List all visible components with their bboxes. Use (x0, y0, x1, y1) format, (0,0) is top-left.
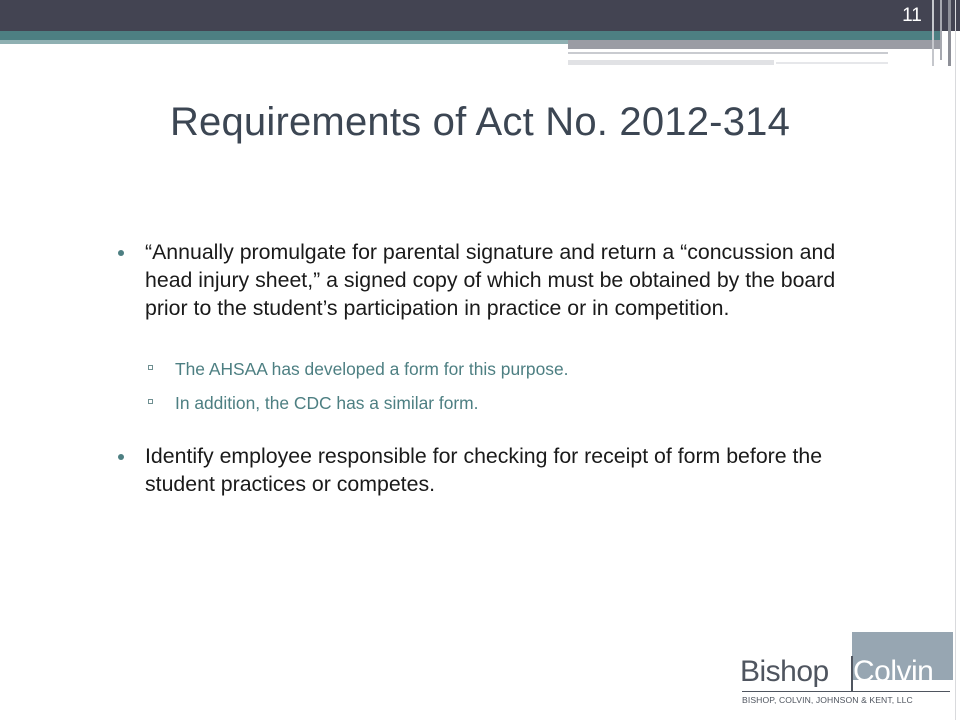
bullet-dot-icon (118, 250, 124, 256)
sub-bullet-square-icon (148, 399, 153, 404)
page-number: 11 (902, 5, 922, 26)
bullet-text: Identify employee responsible for checking for receipt of form before the student practices or competes. (145, 444, 823, 496)
header-bar-teal-light (0, 40, 568, 44)
bullet-text: “Annually promulgate for parental signature and return a “concussion and head injury sheet,” a signed copy of which must be obtained by the board prior to the student’s participation in practice or in competition. (145, 240, 836, 320)
slide-title: Requirements of Act No. 2012-314 (169, 100, 791, 144)
vertical-line (948, 0, 951, 66)
sub-bullet-text: The AHSAA has developed a form for this purpose. (175, 359, 569, 379)
sub-bullet-list (116, 358, 856, 414)
logo-word-colvin: Colvin (853, 655, 934, 688)
logo-firm-name: BISHOP, COLVIN, JOHNSON & KENT, LLC (742, 695, 913, 705)
header-bar-teal (0, 31, 940, 40)
header-line (776, 62, 888, 64)
bullet-item (116, 442, 856, 498)
bullet-item (116, 238, 856, 322)
header-bar-gray (568, 40, 940, 49)
bullet-dot-icon (118, 454, 124, 460)
firm-logo (740, 654, 955, 710)
vertical-line (932, 0, 934, 66)
sub-bullet-text: In addition, the CDC has a similar form. (175, 393, 479, 413)
logo-rule (742, 691, 950, 692)
vertical-line (940, 0, 942, 60)
sub-bullet-square-icon (148, 365, 153, 370)
sub-bullet-item (148, 392, 856, 414)
header-line (568, 60, 774, 65)
logo-word-bishop: Bishop (740, 655, 829, 688)
slide-content (116, 238, 856, 498)
header-bar-dark (0, 0, 960, 31)
header-line (568, 52, 888, 54)
sub-bullet-item (148, 358, 856, 380)
